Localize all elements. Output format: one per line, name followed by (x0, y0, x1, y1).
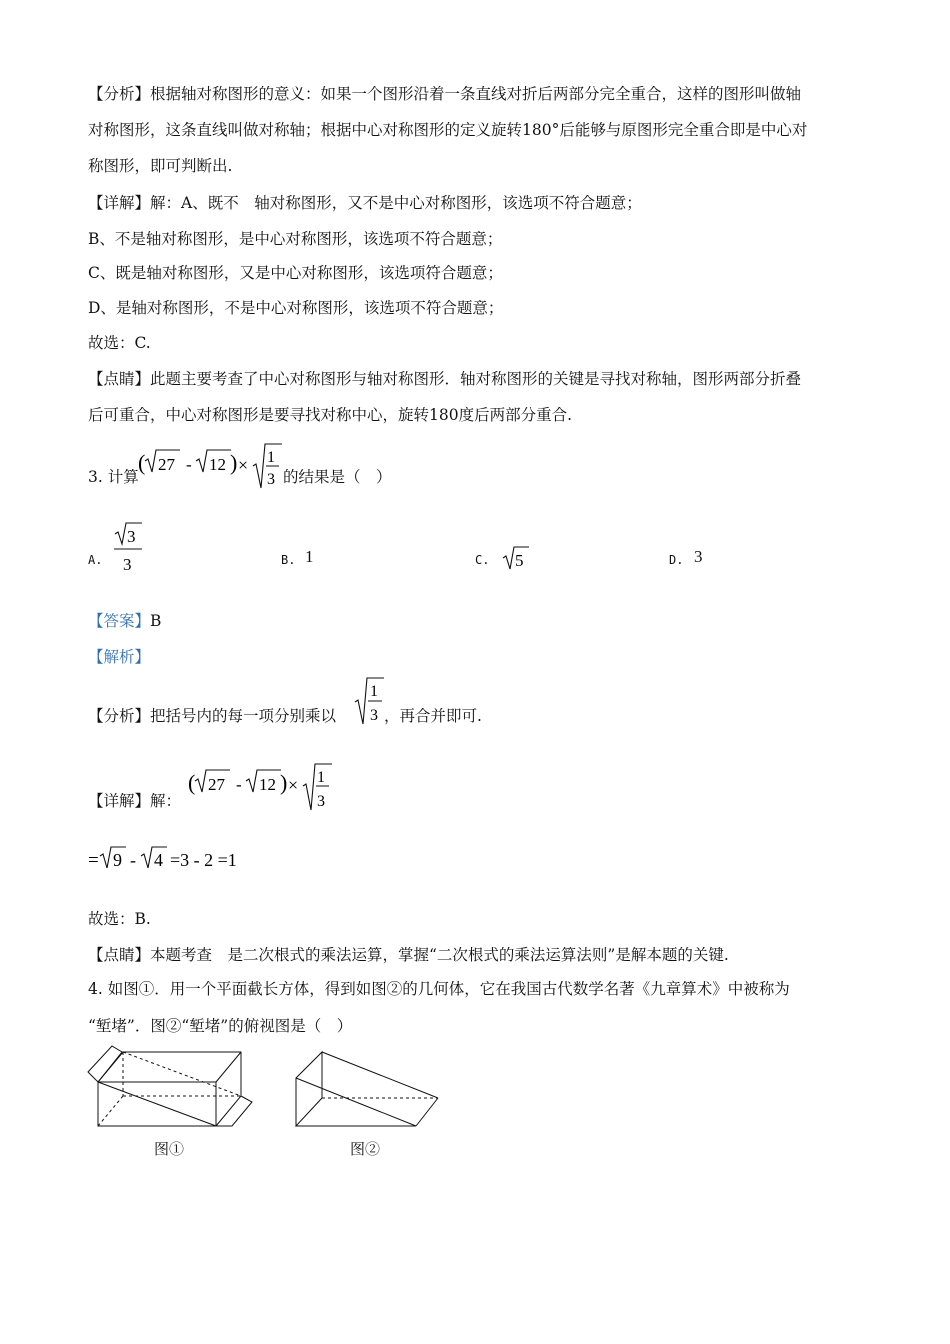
paren-open: ( (138, 450, 146, 475)
radicand-9: 9 (113, 850, 122, 870)
radicand-27: 27 (158, 455, 175, 474)
analysis-tag: 【解析】 (88, 648, 151, 666)
option-c-radicand: 5 (515, 551, 524, 570)
option-c-letter: C. (475, 553, 490, 567)
figure-1-cuboid (86, 1044, 258, 1132)
option-a-value (112, 520, 148, 576)
minus-sign: - (236, 775, 242, 794)
figure-1-caption: 图① (154, 1140, 185, 1158)
equals-sign: = (88, 850, 99, 871)
q3-analysis-suffix: ，再合并即可. (384, 707, 482, 725)
cutting-plane-bottom (216, 1096, 252, 1126)
minus-sign: - (130, 850, 136, 870)
q4-line-1: 4. 如图①．用一个平面截长方体，得到如图②的几何体，它在我国古代数学名著《九章算术》中被称为 (88, 980, 790, 998)
paren-close: ) (230, 450, 238, 475)
radicand-4: 4 (154, 850, 163, 870)
cut-line-front (98, 1082, 216, 1126)
detail-expression (186, 762, 336, 814)
prism-end-edge (416, 1098, 438, 1126)
figure-2-prism (292, 1048, 444, 1128)
cuboid-top-right-edges (98, 1052, 241, 1126)
frac-den: 3 (317, 793, 325, 810)
option-c-value (500, 544, 534, 572)
analysis-line-3: 称图形，即可判断出. (88, 157, 233, 175)
option-b-letter: B. (281, 553, 296, 567)
option-a-den: 3 (123, 555, 132, 574)
q3-prefix: 3. 计算 (88, 468, 139, 486)
choice-2: 故选：C. (88, 334, 151, 352)
detail-line-d: D、是轴对称图形，不是中心对称图形，该选项不符合题意； (88, 299, 504, 317)
comment-line-1: 【点睛】此题主要考查了中心对称图形与轴对称图形．轴对称图形的关键是寻找对称轴，图形两部分折叠 (88, 370, 802, 388)
option-a-letter: A. (88, 553, 103, 567)
frac-num: 1 (267, 449, 275, 466)
q3-suffix: 的结果是（ ） (283, 468, 392, 486)
paren-close: ) (280, 770, 288, 795)
radicand-27: 27 (208, 775, 225, 794)
times-sign: × (238, 455, 249, 475)
q3-analysis-prefix: 【分析】把括号内的每一项分别乘以 (88, 707, 337, 725)
option-b-value: 1 (305, 547, 314, 566)
q3-expression (136, 444, 286, 492)
prism-top-slope (322, 1052, 438, 1098)
radicand-12: 12 (259, 775, 276, 794)
frac-den: 3 (370, 707, 378, 724)
option-d-value: 3 (694, 547, 703, 566)
minus-sign: - (186, 455, 192, 474)
figure-2-caption: 图② (350, 1140, 381, 1158)
answer-row (88, 609, 161, 631)
option-a-num: 3 (127, 527, 136, 546)
q4-line-2: “堑堵”．图②“堑堵”的俯视图是（ ） (88, 1017, 353, 1035)
option-d-letter: D. (669, 553, 684, 567)
frac-num: 1 (317, 769, 325, 786)
analysis-line-2: 对称图形，这条直线叫做对称轴；根据中心对称图形的定义旋转180°后能够与原图形完全重合即是中心对 (88, 121, 808, 139)
q3-detail-prefix: 【详解】解： (88, 792, 182, 810)
analysis-line-1: 【分析】根据轴对称图形的意义：如果一个图形沿着一条直线对折后两部分完全重合，这样的图形叫做轴 (88, 85, 802, 103)
q3-comment: 【点睛】本题考查 是二次根式的乘法运算，掌握“二次根式的乘法运算法则”是解本题的关键. (88, 946, 729, 964)
step-result: =3 - 2 =1 (170, 850, 237, 870)
radicand-12: 12 (209, 455, 226, 474)
prism-front-slope (296, 1078, 416, 1126)
frac-den: 3 (267, 471, 275, 488)
frac-num: 1 (370, 683, 378, 700)
detail-step-expression (88, 842, 258, 874)
detail-line-b: B、不是轴对称图形，是中心对称图形，该选项不符合题意； (88, 230, 503, 248)
times-sign: × (288, 775, 299, 795)
detail-line-c: C、既是轴对称图形，又是中心对称图形，该选项符合题意； (88, 264, 503, 282)
answer-tag: 【答案】 (88, 612, 151, 630)
prism-side-face (296, 1052, 322, 1126)
choice-3: 故选：B. (88, 910, 151, 928)
cutting-plane-top (88, 1046, 122, 1082)
comment-line-2: 后可重合，中心对称图形是要寻找对称中心，旋转180度后两部分重合. (88, 406, 573, 424)
analysis-sqrt-fraction (352, 676, 386, 728)
cuboid-edge (216, 1052, 241, 1082)
answer-value: B (150, 612, 162, 630)
paren-open: ( (188, 770, 196, 795)
hidden-edge (98, 1096, 123, 1126)
detail-line-a: 【详解】解：A、既不 轴对称图形，又不是中心对称图形，该选项不符合题意； (88, 194, 642, 212)
